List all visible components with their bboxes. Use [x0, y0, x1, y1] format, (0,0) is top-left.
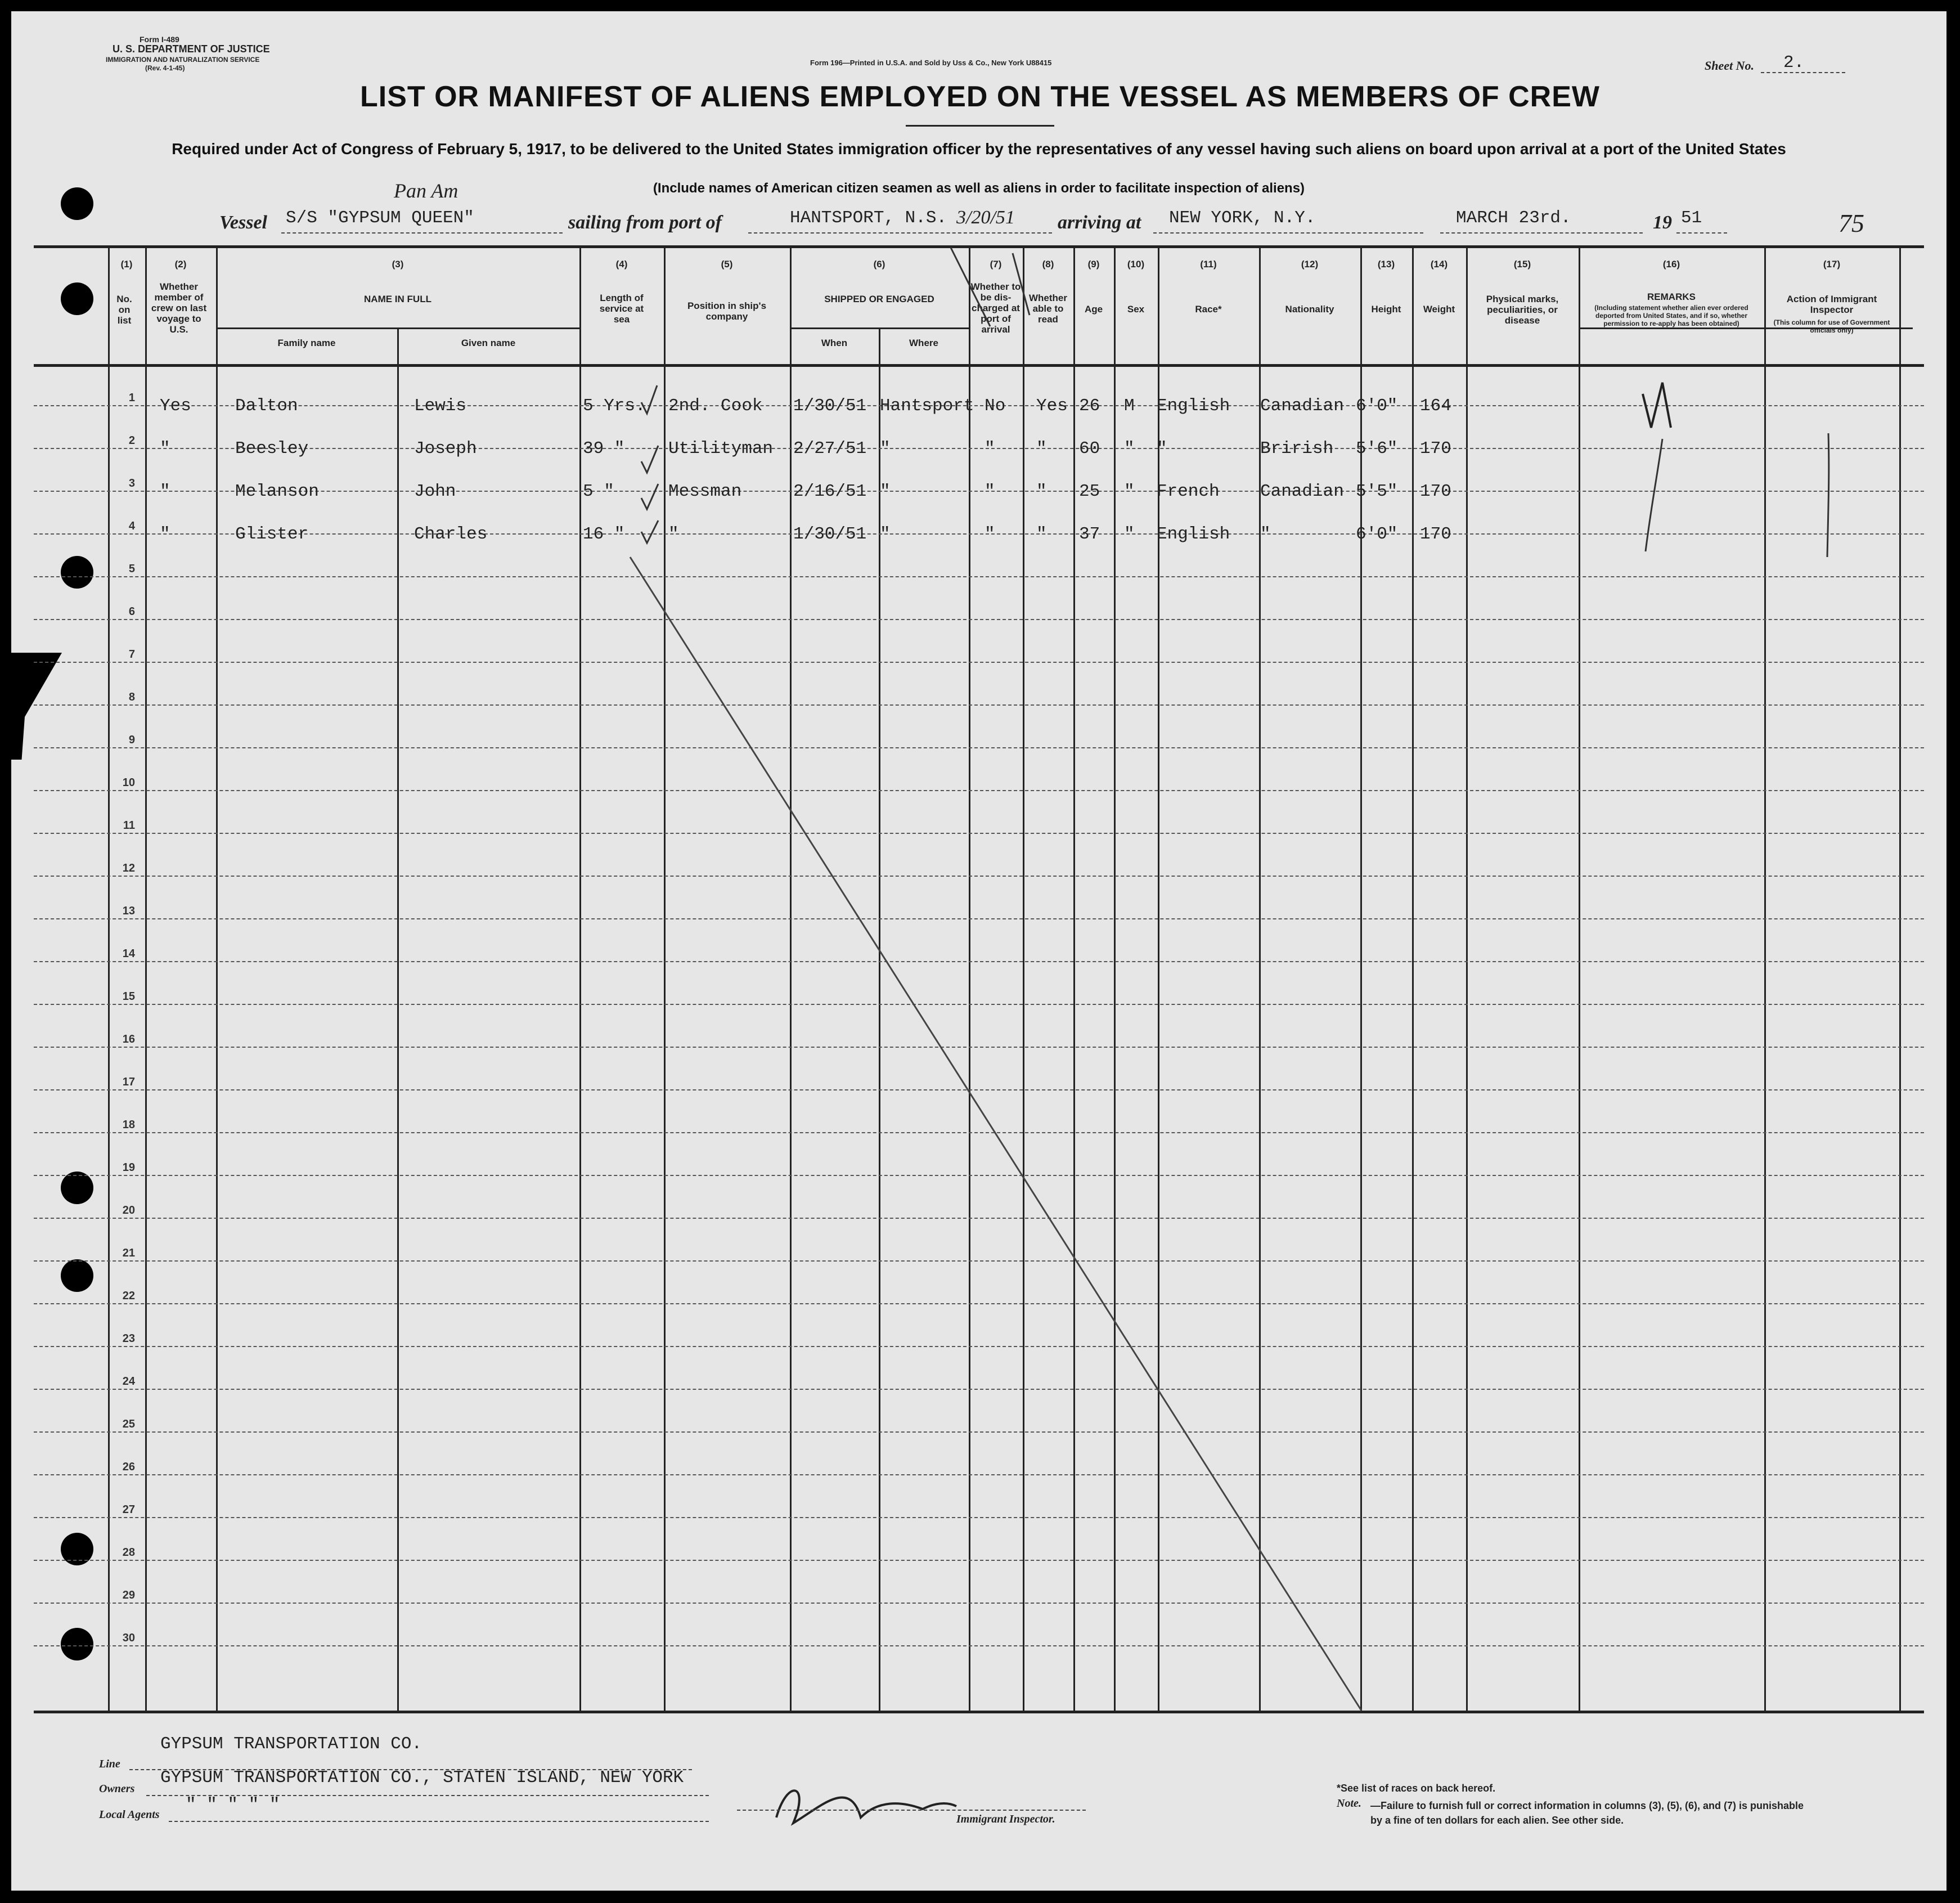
crew-sex: "	[1124, 524, 1135, 544]
col9-label: Age	[1084, 304, 1103, 315]
penalty-note: —Failure to furnish full or correct information in columns (3), (5), (6), and (7) is punishable by a fine of ten dollars for each alien. See other side.	[1370, 1800, 1804, 1826]
col8-num: (8)	[1042, 259, 1054, 270]
agents-fill	[169, 1821, 709, 1822]
col4-label: Length of service at sea	[599, 293, 644, 325]
row-number: 8	[128, 691, 135, 703]
crew-weight: 170	[1420, 524, 1451, 544]
crew-previous-voyage: "	[160, 524, 170, 544]
col17-note: (This column for use of Government officials only)	[1773, 318, 1890, 334]
crew-length-of-service: 5 Yrs.	[583, 396, 646, 416]
crew-given-name: John	[414, 482, 456, 501]
col6-num: (6)	[873, 259, 885, 270]
crew-height: 5'5"	[1356, 482, 1398, 501]
col17-label: Action of Immigrant Inspector	[1786, 294, 1877, 315]
col3-given-name: Given name	[461, 338, 516, 348]
col5-num: (5)	[721, 259, 733, 270]
check-mark	[641, 385, 657, 414]
sheet-number: 2.	[1783, 53, 1805, 73]
printer-line: Form 196—Printed in U.S.A. and Sold by Uss & Co., New York U88415	[810, 59, 1052, 67]
col14-num: (14)	[1430, 259, 1448, 270]
crew-discharged: "	[985, 439, 995, 459]
crew-discharged: "	[985, 524, 995, 544]
form-revision: (Rev. 4-1-45)	[145, 64, 185, 72]
crew-height: 5'6"	[1356, 439, 1398, 459]
row-number: 13	[122, 905, 135, 917]
crew-nationality: "	[1260, 524, 1271, 544]
row-number: 27	[122, 1503, 135, 1516]
note-label: Note.	[1337, 1797, 1361, 1810]
row-number: 26	[122, 1461, 135, 1473]
crew-able-to-read: Yes	[1036, 396, 1068, 416]
crew-family-name: Beesley	[235, 439, 309, 459]
crew-weight: 170	[1420, 482, 1451, 501]
crew-sex: "	[1124, 439, 1135, 459]
crew-height: 6'0"	[1356, 524, 1398, 544]
signature-scribble	[776, 1790, 956, 1823]
col2-label: Whether member of crew on last voyage to U.S.	[151, 281, 207, 335]
crew-age: 60	[1079, 439, 1100, 459]
row-number: 24	[122, 1375, 135, 1388]
row-number: 3	[128, 477, 135, 490]
year: 51	[1681, 208, 1702, 228]
col5-label: Position in ship's company	[687, 300, 767, 322]
crew-shipped-when: 2/16/51	[793, 482, 867, 501]
col7-label: Whether to be dis-charged at port of arrival	[970, 281, 1021, 335]
remarks-mark	[1643, 383, 1671, 428]
crew-position: Messman	[668, 482, 742, 501]
col11-num: (11)	[1200, 259, 1217, 270]
row-number: 23	[122, 1332, 135, 1345]
col7-num: (7)	[990, 259, 1002, 270]
crew-age: 26	[1079, 396, 1100, 416]
crew-weight: 170	[1420, 439, 1451, 459]
row-number: 29	[122, 1589, 135, 1601]
line-label: Line	[99, 1758, 120, 1770]
port-from: HANTSPORT, N.S.	[790, 208, 947, 228]
crew-shipped-where: "	[880, 524, 891, 544]
crew-shipped-when: 1/30/51	[793, 524, 867, 544]
col13-label: Height	[1371, 304, 1401, 315]
col14-label: Weight	[1423, 304, 1455, 315]
row-number: 10	[122, 777, 135, 789]
row-number: 14	[122, 948, 135, 960]
subtitle-include-note: (Include names of American citizen seamen as well as aliens in order to facilitate inspection of aliens)	[653, 181, 1305, 196]
row-number: 11	[123, 819, 135, 832]
col2-num: (2)	[174, 259, 187, 270]
year-prefix: 19	[1653, 212, 1672, 233]
row-number: 6	[128, 605, 135, 618]
slash-mark	[951, 248, 990, 326]
col1-num: (1)	[120, 259, 133, 270]
crew-race: French	[1157, 482, 1220, 501]
crew-family-name: Dalton	[235, 396, 298, 416]
check-mark	[641, 520, 658, 543]
races-note: *See list of races on back hereof.	[1337, 1783, 1496, 1794]
crew-length-of-service: 16 "	[583, 524, 625, 544]
inspector-fill	[737, 1810, 1086, 1811]
col16-note: (Including statement whether alien ever ordered deported from United States, and if so, whether permission to re-apply has been obtained)	[1594, 304, 1748, 327]
agents-value: " " " " "	[186, 1795, 280, 1815]
crew-given-name: Lewis	[414, 396, 467, 416]
col12-label: Nationality	[1285, 304, 1334, 315]
col9-num: (9)	[1087, 259, 1100, 270]
crew-able-to-read: "	[1036, 439, 1047, 459]
crew-shipped-when: 2/27/51	[793, 439, 867, 459]
sailing-label: sailing from port of	[568, 212, 722, 233]
crew-nationality: Canadian	[1260, 482, 1344, 501]
row-number: 30	[122, 1632, 135, 1644]
col3-family-name: Family name	[277, 338, 336, 348]
col10-label: Sex	[1127, 304, 1145, 315]
crew-weight: 164	[1420, 396, 1451, 416]
handwritten-annotation: Pan Am	[394, 179, 458, 202]
crew-given-name: Charles	[414, 524, 488, 544]
diagonal-strike-line	[630, 557, 1361, 1711]
crew-position: 2nd. Cook	[668, 396, 763, 416]
crew-nationality: Brirish	[1260, 439, 1334, 459]
vessel-name: S/S "GYPSUM QUEEN"	[286, 208, 474, 228]
crew-age: 25	[1079, 482, 1100, 501]
row-number: 28	[122, 1546, 135, 1559]
vessel-label: Vessel	[219, 212, 267, 233]
col10-num: (10)	[1127, 259, 1145, 270]
col16-label: REMARKS	[1647, 291, 1696, 302]
row-number: 5	[128, 563, 135, 575]
check-mark	[641, 484, 658, 509]
col8-label: Whether able to read	[1029, 293, 1067, 325]
col1-label: No. on list	[116, 294, 132, 326]
crew-nationality: Canadian	[1260, 396, 1344, 416]
crew-race: "	[1157, 439, 1167, 459]
remarks-brace	[1646, 439, 1662, 551]
crew-family-name: Melanson	[235, 482, 319, 501]
line-value: GYPSUM TRANSPORTATION CO.	[160, 1734, 422, 1754]
handwritten-date: 3/20/51	[956, 207, 1015, 228]
check-mark	[641, 446, 658, 473]
crew-height: 6'0"	[1356, 396, 1398, 416]
row-number: 4	[128, 520, 135, 532]
row-number: 12	[122, 862, 135, 874]
page-title: LIST OR MANIFEST OF ALIENS EMPLOYED ON THE VESSEL AS MEMBERS OF CREW	[360, 80, 1600, 113]
row-number: 25	[122, 1418, 135, 1430]
col6-label: SHIPPED OR ENGAGED	[824, 294, 934, 304]
col13-num: (13)	[1377, 259, 1395, 270]
owners-value: GYPSUM TRANSPORTATION CO., STATEN ISLAND, NEW YORK	[160, 1768, 684, 1788]
crew-position: Utilityman	[668, 439, 774, 459]
row-number: 9	[128, 734, 135, 746]
col17-num: (17)	[1823, 259, 1841, 270]
slash-mark	[1013, 253, 1030, 315]
col16-num: (16)	[1662, 259, 1680, 270]
row-number: 16	[122, 1033, 135, 1045]
service-name: IMMIGRATION AND NATURALIZATION SERVICE	[106, 56, 260, 64]
form-id: Form I-489	[140, 35, 179, 44]
row-number: 1	[128, 392, 135, 404]
col3-num: (3)	[392, 259, 404, 270]
crew-age: 37	[1079, 524, 1100, 544]
crew-length-of-service: 5 "	[583, 482, 614, 501]
port-to: NEW YORK, N.Y.	[1169, 208, 1316, 228]
sheet-label: Sheet No.	[1705, 59, 1754, 73]
row-number: 18	[122, 1119, 135, 1131]
row-number: 2	[128, 434, 135, 447]
agents-label: Local Agents	[99, 1808, 160, 1821]
col11-label: Race*	[1195, 304, 1222, 315]
subtitle-requirement: Required under Act of Congress of February 5, 1917, to be delivered to the United States immigration officer by the representatives of any vessel having such aliens on board upon arrival at a port of the United States	[172, 140, 1786, 158]
row-number: 21	[122, 1247, 135, 1259]
crew-shipped-when: 1/30/51	[793, 396, 867, 416]
row-number: 19	[122, 1161, 135, 1174]
crew-family-name: Glister	[235, 524, 309, 544]
row-number: 7	[128, 648, 135, 661]
col6-where: Where	[909, 338, 938, 348]
crew-race: English	[1157, 524, 1230, 544]
crew-sex: "	[1124, 482, 1135, 501]
crew-race: English	[1157, 396, 1230, 416]
arriving-label: arriving at	[1058, 212, 1141, 233]
inspector-label: Immigrant Inspector.	[956, 1813, 1055, 1825]
crew-previous-voyage: "	[160, 482, 170, 501]
crew-shipped-where: "	[880, 439, 891, 459]
crew-able-to-read: "	[1036, 482, 1047, 501]
col15-num: (15)	[1513, 259, 1531, 270]
owners-label: Owners	[99, 1783, 135, 1795]
arrival-date: MARCH 23rd.	[1456, 208, 1571, 228]
crew-able-to-read: "	[1036, 524, 1047, 544]
row-number: 15	[122, 990, 135, 1003]
crew-discharged: No	[985, 396, 1006, 416]
crew-position: "	[668, 524, 679, 544]
crew-length-of-service: 39 "	[583, 439, 625, 459]
row-number: 20	[122, 1204, 135, 1217]
row-number: 17	[122, 1076, 135, 1088]
row-number: 22	[122, 1290, 135, 1302]
crew-given-name: Joseph	[414, 439, 477, 459]
crew-discharged: "	[985, 482, 995, 501]
crew-shipped-where: Hantsport	[880, 396, 974, 416]
handwritten-page-number: 75	[1838, 209, 1864, 237]
col15-label: Physical marks, peculiarities, or disease	[1486, 294, 1559, 326]
crew-shipped-where: "	[880, 482, 891, 501]
crew-sex: M	[1124, 396, 1135, 416]
col12-num: (12)	[1301, 259, 1319, 270]
department-name: U. S. DEPARTMENT OF JUSTICE	[113, 43, 270, 55]
crew-previous-voyage: Yes	[160, 396, 191, 416]
col6-when: When	[821, 338, 848, 348]
col3-label: NAME IN FULL	[364, 294, 431, 304]
action-brace	[1827, 433, 1829, 557]
col4-num: (4)	[615, 259, 628, 270]
crew-previous-voyage: "	[160, 439, 170, 459]
